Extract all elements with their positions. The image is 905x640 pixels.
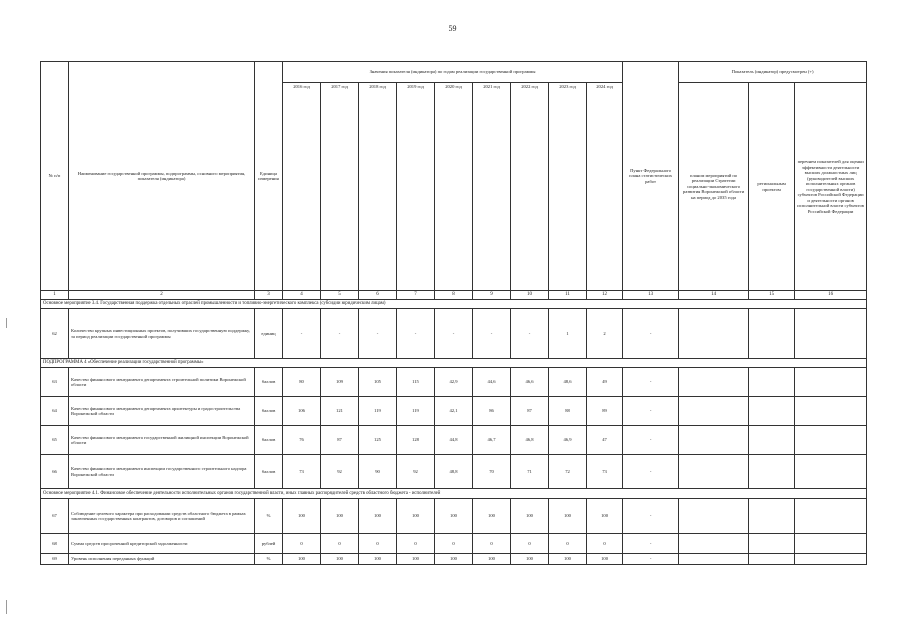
year-value: 80 — [283, 368, 321, 397]
indicator-name: Качество финансового менеджмента департамента строительной политики Воронежской области — [69, 368, 255, 397]
year-value: 100 — [283, 499, 321, 534]
year-value: 46,9 — [549, 426, 587, 455]
indicator-name: Качество финансового менеджмента инспекции государственного строительного надзора Воронежской области — [69, 455, 255, 489]
row-number: 66 — [41, 455, 69, 489]
header-num: № п/п — [41, 62, 69, 291]
section-heading: ПОДПРОГРАММА 4 «Обеспечение реализации государственной программы» — [41, 359, 867, 368]
year-value: 86 — [473, 397, 511, 426]
year-value: 106 — [283, 397, 321, 426]
row-number: 68 — [41, 534, 69, 554]
header-strategy: планом мероприятий по реализации Стратегии социально-экономического развития Воронежской области на период до 2035 года — [679, 83, 749, 291]
empty-cell — [679, 499, 749, 534]
column-number: 4 — [283, 291, 321, 300]
row-number: 69 — [41, 554, 69, 565]
year-value: 42,9 — [435, 368, 473, 397]
row-number: 67 — [41, 499, 69, 534]
year-value: 0 — [435, 534, 473, 554]
indicator-unit: рублей — [255, 534, 283, 554]
year-header: 2018 год — [359, 83, 397, 291]
year-value: 1 — [549, 309, 587, 359]
year-value: - — [359, 309, 397, 359]
year-value: 0 — [473, 534, 511, 554]
year-value: 119 — [359, 397, 397, 426]
margin-mark — [6, 318, 7, 328]
year-value: 92 — [321, 455, 359, 489]
year-header: 2022 год — [511, 83, 549, 291]
year-value: 72 — [549, 455, 587, 489]
empty-cell — [795, 455, 867, 489]
indicators-table — [40, 61, 867, 565]
year-value: 0 — [359, 534, 397, 554]
year-value: 100 — [511, 499, 549, 534]
year-value: 2 — [587, 309, 623, 359]
year-value: 100 — [587, 554, 623, 565]
year-value: 0 — [587, 534, 623, 554]
year-header: 2016 год — [283, 83, 321, 291]
column-number: 15 — [749, 291, 795, 300]
year-value: 0 — [283, 534, 321, 554]
fed-plan-value: - — [623, 426, 679, 455]
indicator-unit: баллов — [255, 426, 283, 455]
year-value: 90 — [359, 455, 397, 489]
year-value: 89 — [587, 397, 623, 426]
empty-cell — [795, 426, 867, 455]
year-value: 42,1 — [435, 397, 473, 426]
year-value: 71 — [511, 455, 549, 489]
year-value: 119 — [397, 397, 435, 426]
year-value: 109 — [321, 368, 359, 397]
row-number: 62 — [41, 309, 69, 359]
year-value: - — [321, 309, 359, 359]
year-header: 2024 год — [587, 83, 623, 291]
column-number: 7 — [397, 291, 435, 300]
year-value: 46,8 — [511, 426, 549, 455]
year-value: 73 — [283, 455, 321, 489]
fed-plan-value: - — [623, 554, 679, 565]
year-value: 47 — [587, 426, 623, 455]
fed-plan-value: - — [623, 368, 679, 397]
header-regional: региональным проектом — [749, 83, 795, 291]
empty-cell — [795, 368, 867, 397]
empty-cell — [679, 397, 749, 426]
page-number: 59 — [448, 24, 457, 33]
year-value: 100 — [473, 554, 511, 565]
year-header: 2017 год — [321, 83, 359, 291]
year-value: 128 — [397, 426, 435, 455]
year-value: - — [283, 309, 321, 359]
year-value: 87 — [511, 397, 549, 426]
empty-cell — [795, 309, 867, 359]
header-provided-group: Показатель (индикатор) предусмотрен (+) — [679, 62, 867, 83]
column-number: 3 — [255, 291, 283, 300]
empty-cell — [679, 455, 749, 489]
margin-mark — [6, 600, 7, 614]
year-header: 2019 год — [397, 83, 435, 291]
year-value: 100 — [473, 499, 511, 534]
year-value: 125 — [359, 426, 397, 455]
year-value: 100 — [359, 554, 397, 565]
row-number: 65 — [41, 426, 69, 455]
indicator-unit: единиц — [255, 309, 283, 359]
empty-cell — [749, 554, 795, 565]
empty-cell — [679, 554, 749, 565]
empty-cell — [795, 499, 867, 534]
indicator-unit: баллов — [255, 368, 283, 397]
year-value: 100 — [283, 554, 321, 565]
empty-cell — [749, 368, 795, 397]
year-value: 100 — [549, 499, 587, 534]
year-value: 100 — [435, 554, 473, 565]
column-number: 13 — [623, 291, 679, 300]
column-number: 12 — [587, 291, 623, 300]
year-value: 100 — [321, 554, 359, 565]
column-number: 5 — [321, 291, 359, 300]
indicator-unit: баллов — [255, 397, 283, 426]
empty-cell — [795, 534, 867, 554]
empty-cell — [795, 397, 867, 426]
fed-plan-value: - — [623, 499, 679, 534]
empty-cell — [679, 309, 749, 359]
indicator-name: Соблюдение целевого характера при расходовании средств областного бюджета в рамках заключенных государственных контрактов, договоров и соглашений — [69, 499, 255, 534]
year-value: 100 — [321, 499, 359, 534]
year-value: - — [511, 309, 549, 359]
indicator-name: Качество финансового менеджмента государственной жилищной инспекции Воронежской области — [69, 426, 255, 455]
row-number: 64 — [41, 397, 69, 426]
year-value: 88 — [549, 397, 587, 426]
column-number: 1 — [41, 291, 69, 300]
year-value: 46,6 — [511, 368, 549, 397]
indicator-name: Качество финансового менеджмента департамента архитектуры и градостроительства Воронежской области — [69, 397, 255, 426]
indicator-unit: баллов — [255, 455, 283, 489]
column-number: 16 — [795, 291, 867, 300]
column-number: 6 — [359, 291, 397, 300]
year-value: 105 — [359, 368, 397, 397]
year-value: 100 — [511, 554, 549, 565]
header-values-group: Значения показателя (индикатора) по годам реализации государственной программы — [283, 62, 623, 83]
year-header: 2023 год — [549, 83, 587, 291]
year-value: 73 — [587, 455, 623, 489]
year-value: 0 — [321, 534, 359, 554]
year-value: 100 — [435, 499, 473, 534]
empty-cell — [749, 309, 795, 359]
year-value: 100 — [397, 554, 435, 565]
header-evaluation: перечнем показателей для оценки эффективности деятельности высших должностных лиц (руководителей высших исполнительных органов государственной власти) субъектов Российской Федерации и деятельности органов исполнительной власти субъектов Российской Федерации — [795, 83, 867, 291]
year-header: 2021 год — [473, 83, 511, 291]
section-heading: Основное мероприятие 4.1. Финансовое обеспечение деятельности исполнительных органов государственной власти, иных главных распорядителей средств областного бюджета - исполнителей — [41, 489, 867, 499]
indicator-name: Уровень исполнения переданных функций — [69, 554, 255, 565]
year-value: 87 — [321, 426, 359, 455]
header-name: Наименование государственной программы, подпрограммы, основного мероприятия, показателя (индикатора) — [69, 62, 255, 291]
column-number: 8 — [435, 291, 473, 300]
year-value: - — [435, 309, 473, 359]
year-value: 48,8 — [435, 455, 473, 489]
indicator-unit: % — [255, 554, 283, 565]
header-fed-plan: Пункт Федерального плана статистических работ — [623, 62, 679, 291]
year-value: 44,6 — [473, 368, 511, 397]
year-value: - — [397, 309, 435, 359]
section-heading: Основное мероприятие 3.4. Государственная поддержка отдельных отраслей промышленности и топливно-энергетического комплекса (субсидии юридическим лицам) — [41, 300, 867, 309]
year-value: 76 — [283, 426, 321, 455]
empty-cell — [749, 455, 795, 489]
year-value: 49 — [587, 368, 623, 397]
header-unit: Единица измерения — [255, 62, 283, 291]
indicator-unit: % — [255, 499, 283, 534]
column-number: 9 — [473, 291, 511, 300]
year-value: 0 — [511, 534, 549, 554]
year-value: 92 — [397, 455, 435, 489]
column-number: 11 — [549, 291, 587, 300]
row-number: 63 — [41, 368, 69, 397]
year-value: - — [473, 309, 511, 359]
year-value: 0 — [397, 534, 435, 554]
column-number: 2 — [69, 291, 255, 300]
empty-cell — [679, 534, 749, 554]
empty-cell — [679, 368, 749, 397]
year-value: 115 — [397, 368, 435, 397]
column-number: 14 — [679, 291, 749, 300]
year-value: 100 — [549, 554, 587, 565]
year-value: 48,6 — [549, 368, 587, 397]
year-value: 100 — [397, 499, 435, 534]
fed-plan-value: - — [623, 397, 679, 426]
empty-cell — [749, 499, 795, 534]
year-value: 46,7 — [473, 426, 511, 455]
fed-plan-value: - — [623, 534, 679, 554]
empty-cell — [679, 426, 749, 455]
empty-cell — [749, 426, 795, 455]
year-header: 2020 год — [435, 83, 473, 291]
indicator-name: Количество крупных инвестиционных проектов, получивших государственную поддержку, за период реализации государственной программы — [69, 309, 255, 359]
column-number: 10 — [511, 291, 549, 300]
fed-plan-value: - — [623, 309, 679, 359]
empty-cell — [795, 554, 867, 565]
empty-cell — [749, 397, 795, 426]
empty-cell — [749, 534, 795, 554]
year-value: 44,8 — [435, 426, 473, 455]
year-value: 70 — [473, 455, 511, 489]
year-value: 121 — [321, 397, 359, 426]
year-value: 100 — [359, 499, 397, 534]
year-value: 0 — [549, 534, 587, 554]
fed-plan-value: - — [623, 455, 679, 489]
year-value: 100 — [587, 499, 623, 534]
indicator-name: Сумма средств просроченной кредиторской задолженности — [69, 534, 255, 554]
